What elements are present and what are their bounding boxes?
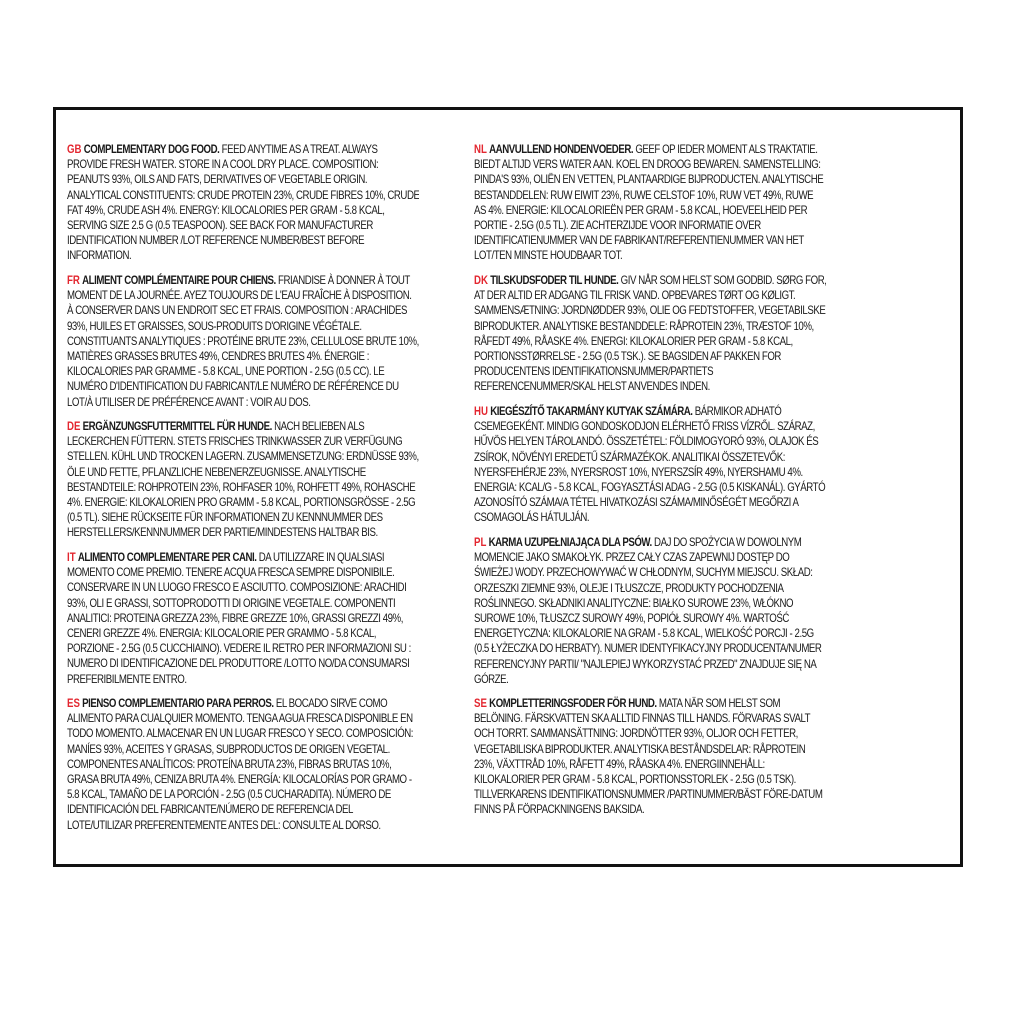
section-title: ERGÄNZUNGSFUTTERMITTEL FÜR HUNDE. [82, 419, 272, 433]
lang-code: DE [67, 419, 81, 433]
section-title: KIEGÉSZÍTŐ TAKARMÁNY KUTYAK SZÁMÁRA. [490, 404, 693, 418]
section-body: NACH BELIEBEN ALS LECKERCHEN FÜTTERN. STETS FRISCHES TRINKWASSER ZUR VERFÜGUNG STELLEN. KÜHL UND TROCKEN LAGERN. ZUSAMMENSETZUNG: ERDNÜSSE 93%, ÖLE UND FETTE, PFLANZLICHE NEBENERZEUGNISSE. ANALYTISCHE BESTANDTEILE: ROHPROTEIN 23%, ROHFASER 10%, ROHFETT 49%, ROHASCHE 4%. ENERGIE: KILOKALORIEN PRO GRAMM - 5.8 KCAL, PORTIONSGRÖSSE - 2.5G (0.5 TL). SIEHE RÜCKSEITE FÜR INFORMATIONEN ZU KENNNUMMER DES HERSTELLERS/KENNNUMMER DER PARTIE/MINDESTENS HALTBAR BIS. [67, 419, 419, 540]
section-title: ALIMENTO COMPLEMENTARE PER CANI. [77, 550, 257, 564]
section-pl [474, 535, 826, 687]
section-body: DA UTILIZZARE IN QUALSIASI MOMENTO COME PREMIO. TENERE ACQUA FRESCA SEMPRE DISPONIBILE. CONSERVARE IN UN LUOGO FRESCO E ASCIUTTO. COMPOSIZIONE: ARACHIDI 93%, OLI E GRASSI, SOTTOPRODOTTI DI ORIGINE VEGETALE. COMPONENTI ANALITICI: PROTEINA GREZZA 23%, FIBRE GREZZE 10%, GRASSI GREZZI 49%, CENERI GREZZE 4%. ENERGIA: KILOCALORIE PER GRAMMO - 5.8 KCAL, PORZIONE - 2.5G (0.5 CUCCHIAINO). VEDERE IL RETRO PER INFORMAZIONI SU : NUMERO DI IDENTIFICAZIONE DEL PRODUTTORE /LOTTO NO/DA CONSUMARSI PREFERIBILMENTE ENTRO. [67, 550, 411, 686]
left-column [67, 142, 419, 842]
section-fr [67, 273, 419, 410]
right-column [474, 142, 826, 827]
section-title: TILSKUDSFODER TIL HUNDE. [490, 273, 619, 287]
lang-code: SE [474, 696, 487, 710]
section-body: FEED ANYTIME AS A TREAT. ALWAYS PROVIDE FRESH WATER. STORE IN A COOL DRY PLACE. COMPOSITION: PEANUTS 93%, OILS AND FATS, DERIVATIVES OF VEGETABLE ORIGIN. ANALYTICAL CONSTITUENTS: CRUDE PROTEIN 23%, CRUDE FIBRES 10%, CRUDE FAT 49%, CRUDE ASH 4%. ENERGY: KILOCALORIES PER GRAM - 5.8 KCAL, SERVING SIZE 2.5 G (0.5 TEASPOON). SEE BACK FOR MANUFACTURER IDENTIFICATION NUMBER /LOT REFERENCE NUMBER/BEST BEFORE INFORMATION. [67, 142, 419, 263]
section-es [67, 696, 419, 833]
section-gb [67, 142, 419, 264]
lang-code: HU [474, 404, 488, 418]
section-title: KARMA UZUPEŁNIAJĄCA DLA PSÓW. [488, 535, 652, 549]
section-title: AANVULLEND HONDENVOEDER. [489, 142, 634, 156]
section-body: FRIANDISE À DONNER À TOUT MOMENT DE LA JOURNÉE. AYEZ TOUJOURS DE L'EAU FRAÎCHE À DISPOSITION. À CONSERVER DANS UN ENDROIT SEC ET FRAIS. COMPOSITION : ARACHIDES 93%, HUILES ET GRAISSES, SOUS-PRODUITS D'ORIGINE VÉGÉTALE. CONSTITUANTS ANALYTIQUES : PROTÉINE BRUTE 23%, CELLULOSE BRUTE 10%, MATIÈRES GRASSES BRUTES 49%, CENDRES BRUTES 4%. ÉNERGIE : KILOCALORIES PAR GRAMME - 5.8 KCAL, UNE PORTION - 2.5G (0.5 CC). LE NUMÉRO D'IDENTIFICATION DU FABRICANT/LE NUMÉRO DE RÉFÉRENCE DU LOT/À UTILISER DE PRÉFÉRENCE AVANT : VOIR AU DOS. [67, 273, 419, 409]
lang-code: ES [67, 696, 80, 710]
section-title: KOMPLETTERINGSFODER FÖR HUND. [489, 696, 657, 710]
lang-code: GB [67, 142, 82, 156]
section-body: GIV NÅR SOM HELST SOM GODBID. SØRG FOR, AT DER ALTID ER ADGANG TIL FRISK VAND. OPBEVARES TØRT OG KØLIGT. SAMMENSÆTNING: JORDNØDDER 93%, OLIE OG FEDTSTOFFER, VEGETABILSKE BIPRODUKTER. ANALYTISKE BESTANDDELE: RÅPROTEIN 23%, TRÆSTOF 10%, RÅFEDT 49%, RÅASKE 4%. ENERGI: KILOKALORIER PER GRAM - 5.8 KCAL, PORTIONSSTØRRELSE - 2.5G (0.5 TSK.). SE BAGSIDEN AF PAKKEN FOR PRODUCENTENS IDENTIFIKATIONSNUMMER/PARTIETS REFERENCENUMMER/SKAL HELST ANVENDES INDEN. [474, 273, 826, 394]
lang-code: DK [474, 273, 488, 287]
section-body: BÁRMIKOR ADHATÓ CSEMEGEKÉNT. MINDIG GONDOSKODJON ELÉRHETŐ FRISS VÍZRŐL. SZÁRAZ, HŰVÖS HELYEN TÁROLANDÓ. ÖSSZETÉTEL: FÖLDIMOGYORÓ 93%, OLAJOK ÉS ZSÍROK, NÖVÉNYI EREDETŰ SZÁRMAZÉKOK. ANALITIKAI ÖSSZETEVŐK: NYERSFEHÉRJE 23%, NYERSROST 10%, NYERSZSÍR 49%, NYERSHAMU 4%. ENERGIA: KCAL/G - 5.8 KCAL, FOGYASZTÁSI ADAG - 2.5G (0.5 KISKANÁL). GYÁRTÓ AZONOSÍTÓ SZÁMA/A TÉTEL HIVATKOZÁSI SZÁMA/MINŐSÉGÉT MEGŐRZI A CSOMAGOLÁS HÁTULJÁN. [474, 404, 826, 525]
section-dk [474, 273, 826, 395]
section-title: COMPLEMENTARY DOG FOOD. [83, 142, 220, 156]
lang-code: FR [67, 273, 80, 287]
section-it [67, 550, 419, 687]
section-nl [474, 142, 826, 264]
lang-code: PL [474, 535, 487, 549]
section-se [474, 696, 826, 818]
section-de [67, 419, 419, 541]
section-title: ALIMENT COMPLÉMENTAIRE POUR CHIENS. [82, 273, 276, 287]
section-body: DAJ DO SPOŻYCIA W DOWOLNYM MOMENCIE JAKO SMAKOŁYK. PRZEZ CAŁY CZAS ZAPEWNIJ DOSTĘP DO ŚWIEŻEJ WODY. PRZECHOWYWAĆ W CHŁODNYM, SUCHYM MIEJSCU. SKŁAD: ORZESZKI ZIEMNE 93%, OLEJE I TŁUSZCZE, PRODUKTY POCHODZENIA ROŚLINNEGO. SKŁADNIKI ANALITYCZNE: BIAŁKO SUROWE 23%, WŁÓKNO SUROWE 10%, TŁUSZCZ SUROWY 49%, POPIÓŁ SUROWY 4%. WARTOŚĆ ENERGETYCZNA: KILOKALORIE NA GRAM - 5.8 KCAL, WIELKOŚĆ PORCJI - 2.5G (0.5 ŁYŻECZKA DO HERBATY). NUMER IDENTYFIKACYJNY PRODUCENTA/NUMER REFERENCYJNY PARTII/ "NAJLEPIEJ WYKORZYSTAĆ PRZED" ZNAJDUJE SIĘ NA GÓRZE. [474, 535, 822, 686]
section-hu [474, 404, 826, 526]
lang-code: IT [67, 550, 76, 564]
section-body: GEEF OP IEDER MOMENT ALS TRAKTATIE. BIEDT ALTIJD VERS WATER AAN. KOEL EN DROOG BEWAREN. SAMENSTELLING: PINDA'S 93%, OLIËN EN VETTEN, PLANTAARDIGE BIJPRODUCTEN. ANALYTISCHE BESTANDDELEN: RUW EIWIT 23%, RUWE CELSTOF 10%, RUW VET 49%, RUWE AS 4%. ENERGIE: KILOCALORIEËN PER GRAM - 5.8 KCAL, HOEVEELHEID PER PORTIE - 2.5G (0.5 TL). ZIE ACHTERZIJDE VOOR INFORMATIE OVER IDENTIFICATIENUMMER VAN DE FABRIKANT/REFERENTIENUMMER VAN HET LOT/TEN MINSTE HOUDBAAR TOT. [474, 142, 824, 263]
section-body: MATA NÄR SOM HELST SOM BELÖNING. FÄRSKVATTEN SKA ALLTID FINNAS TILL HANDS. FÖRVARAS SVALT OCH TORRT. SAMMANSÄTTNING: JORDNÖTTER 93%, OLJOR OCH FETTER, VEGETABILISKA BIPRODUKTER. ANALYTISKA BESTÅNDSDELAR: RÅPROTEIN 23%, VÄXTTRÅD 10%, RÅFETT 49%, RÅASKA 4%. ENERGIINNEHÅLL: KILOKALORIER PER GRAM - 5.8 KCAL, PORTIONSSTORLEK - 2.5G (0.5 TSK). TILLVERKARENS IDENTIFIKATIONSNUMMER /PARTINUMMER/BÄST FÖRE-DATUM FINNS PÅ FÖRPACKNINGENS BAKSIDA. [474, 696, 823, 817]
section-title: PIENSO COMPLEMENTARIO PARA PERROS. [82, 696, 274, 710]
lang-code: NL [474, 142, 487, 156]
section-body: EL BOCADO SIRVE COMO ALIMENTO PARA CUALQUIER MOMENTO. TENGA AGUA FRESCA DISPONIBLE EN TODO MOMENTO. ALMACENAR EN UN LUGAR FRESCO Y SECO. COMPOSICIÓN: MANÍES 93%, ACEITES Y GRASAS, SUBPRODUCTOS DE ORIGEN VEGETAL. COMPONENTES ANALÍTICOS: PROTEÍNA BRUTA 23%, FIBRAS BRUTAS 10%, GRASA BRUTA 49%, CENIZA BRUTA 4%. ENERGÍA: KILOCALORÍAS POR GRAMO - 5.8 KCAL, TAMAÑO DE LA PORCIÓN - 2.5G (0.5 CUCHARADITA). NÚMERO DE IDENTIFICACIÓN DEL FABRICANTE/NÚMERO DE REFERENCIA DEL LOTE/UTILIZAR PREFERENTEMENTE ANTES DEL: CONSULTE AL DORSO. [67, 696, 414, 832]
